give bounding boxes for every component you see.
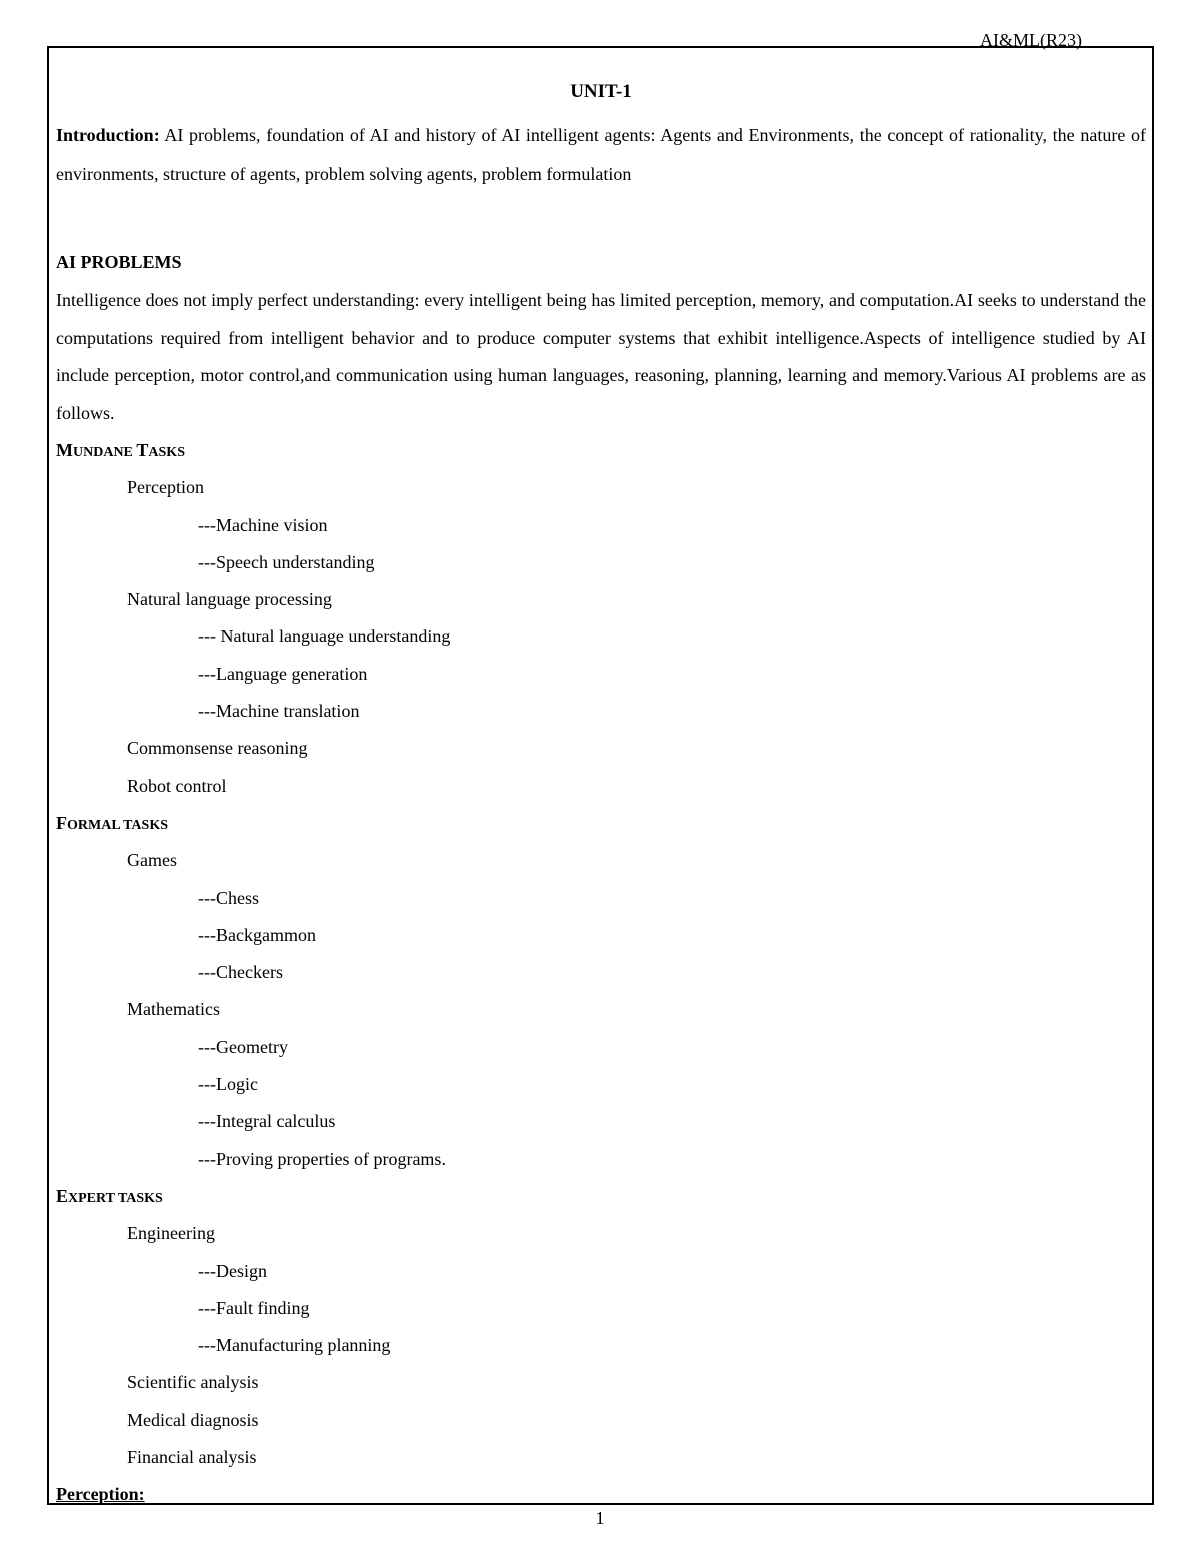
ai-problems-heading: AI PROBLEMS bbox=[56, 252, 182, 272]
course-code-header: AI&ML(R23) bbox=[980, 30, 1082, 50]
list-item: ---Geometry bbox=[198, 1036, 288, 1057]
formal-rest: ORMAL TASKS bbox=[67, 817, 169, 833]
list-item: Robot control bbox=[127, 775, 227, 796]
mundane-rest-1: UNDANE bbox=[73, 445, 137, 460]
list-item: Scientific analysis bbox=[127, 1372, 259, 1393]
list-item: ---Machine vision bbox=[198, 514, 328, 535]
mundane-rest-2: ASKS bbox=[148, 445, 185, 460]
list-item: Engineering bbox=[127, 1223, 215, 1244]
ai-problems-paragraph: Intelligence does not imply perfect understanding: every intelligent being has limited perception, memory, and computation.AI seeks to understand the computations required from intelligent behavior and to produce computer systems that exhibit intelligence.Aspects of intelligence studied by AI include perception, motor control,and communication using human languages, reasoning, planning, learning and memory.Various AI problems are as follows. bbox=[56, 290, 1146, 423]
list-item: ---Checkers bbox=[198, 962, 283, 983]
mundane-cap-t: T bbox=[136, 440, 149, 460]
list-item: Medical diagnosis bbox=[127, 1409, 259, 1430]
list-item: ---Manufacturing planning bbox=[198, 1335, 391, 1356]
list-item: ---Speech understanding bbox=[198, 551, 375, 572]
list-item: Commonsense reasoning bbox=[127, 738, 308, 759]
list-item: ---Design bbox=[198, 1260, 267, 1281]
page-number: 1 bbox=[595, 1508, 605, 1528]
perception-heading: Perception: bbox=[56, 1484, 145, 1505]
list-item: Financial analysis bbox=[127, 1447, 257, 1468]
list-item: ---Logic bbox=[198, 1074, 258, 1095]
ai-task-list bbox=[56, 432, 1146, 1476]
list-item: ---Machine translation bbox=[198, 701, 360, 722]
document-content bbox=[56, 74, 1146, 1513]
introduction-text: AI problems, foundation of AI and history of AI intelligent agents: Agents and Environments, the concept of rationality, the nature of environments, structure of agents, problem solving agents, problem formulation bbox=[56, 125, 1146, 184]
introduction-label: Introduction: bbox=[56, 125, 160, 145]
expert-cap-e: E bbox=[56, 1185, 69, 1206]
expert-tasks-heading bbox=[56, 1178, 1146, 1215]
list-item: ---Fault finding bbox=[198, 1297, 310, 1318]
formal-tasks-heading bbox=[56, 805, 1146, 842]
expert-rest: XPERT TASKS bbox=[68, 1190, 163, 1206]
list-item: ---Chess bbox=[198, 887, 259, 908]
mundane-tasks-heading bbox=[56, 432, 1146, 469]
formal-cap-f: F bbox=[56, 812, 67, 833]
list-item: Natural language processing bbox=[127, 589, 332, 610]
unit-title: UNIT-1 bbox=[570, 81, 632, 102]
list-item: Perception bbox=[127, 477, 204, 498]
list-item: ---Proving properties of programs. bbox=[198, 1148, 446, 1169]
list-item: Mathematics bbox=[127, 999, 220, 1020]
list-item: ---Backgammon bbox=[198, 924, 316, 945]
list-item: Games bbox=[127, 850, 177, 871]
list-item: --- Natural language understanding bbox=[198, 626, 451, 647]
introduction-paragraph bbox=[56, 116, 1146, 194]
mundane-cap-m: M bbox=[56, 440, 73, 460]
list-item: ---Integral calculus bbox=[198, 1111, 336, 1132]
list-item: ---Language generation bbox=[198, 663, 368, 684]
